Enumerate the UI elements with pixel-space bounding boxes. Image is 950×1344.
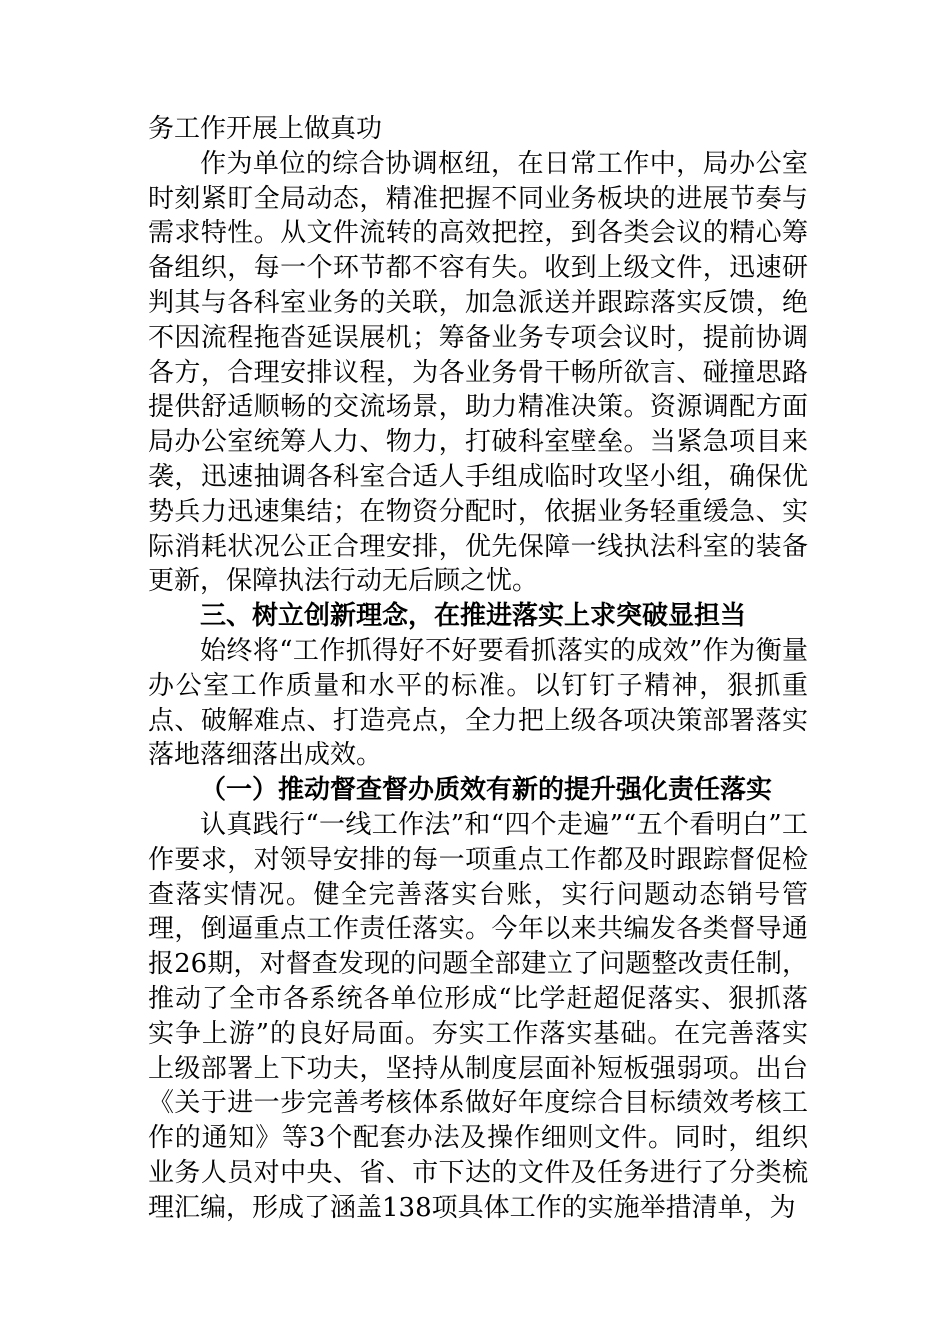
paragraph-supervision: 认真践行“一线工作法”和“四个走遍”“五个看明白”工作要求，对领导安排的每一项重点工作都及时跟踪督促检查落实情况。健全完善落实台账，实行问题动态销号管理，倒逼重点工作责任落实。今年以来共编发各类督导通报26期，对督查发现的问题全部建立了问题整改责任制，推动了全市各系统各单位形成“比学赶超促落实、狠抓落实争上游”的良好局面。夯实工作落实基础。在完善落实上级部署上下功夫，坚持从制度层面补短板强弱项。出台《关于进一步完善考核体系做好年度综合目标绩效考核工作的通知》等3个配套办法及操作细则文件。同时，组织业务人员对中央、省、市下达的文件及任务进行了分类梳理汇编，形成了涵盖138项具体工作的实施举措清单，为 xyxy=(148,809,808,1223)
subsection-heading-one: （一）推动督查督办质效有新的提升强化责任落实 xyxy=(200,775,773,806)
document-body xyxy=(148,112,808,1226)
paragraph-implementation-standard: 始终将“工作抓得好不好要看抓落实的成效”作为衡量办公室工作质量和水平的标准。以钉钉子精神，狠抓重点、破解难点、打造亮点，全力把上级各项决策部署落实落地落细落出成效。 xyxy=(148,635,808,771)
section-heading-three: 三、树立创新理念，在推进落实上求突破显担当 xyxy=(200,601,747,632)
paragraph-office-coordination: 作为单位的综合协调枢纽，在日常工作中，局办公室时刻紧盯全局动态，精准把握不同业务板块的进展节奏与需求特性。从文件流转的高效把控，到各类会议的精心筹备组织，每一个环节都不容有失。收到上级文件，迅速研判其与各科室业务的关联，加急派送并跟踪落实反馈，绝不因流程拖沓延误展机；筹备业务专项会议时，提前协调各方，合理安排议程，为各业务骨干畅所欲言、碰撞思路提供舒适顺畅的交流场景，助力精准决策。资源调配方面局办公室统筹人力、物力，打破科室壁垒。当紧急项目来袭，迅速抽调各科室合适人手组成临时攻坚小组，确保优势兵力迅速集结；在物资分配时，依据业务轻重缓急、实际消耗状况公正合理安排，优先保障一线执法科室的装备更新，保障执法行动无后顾之忧。 xyxy=(148,148,808,597)
paragraph-continuation: 务工作开展上做真功 xyxy=(148,114,383,144)
